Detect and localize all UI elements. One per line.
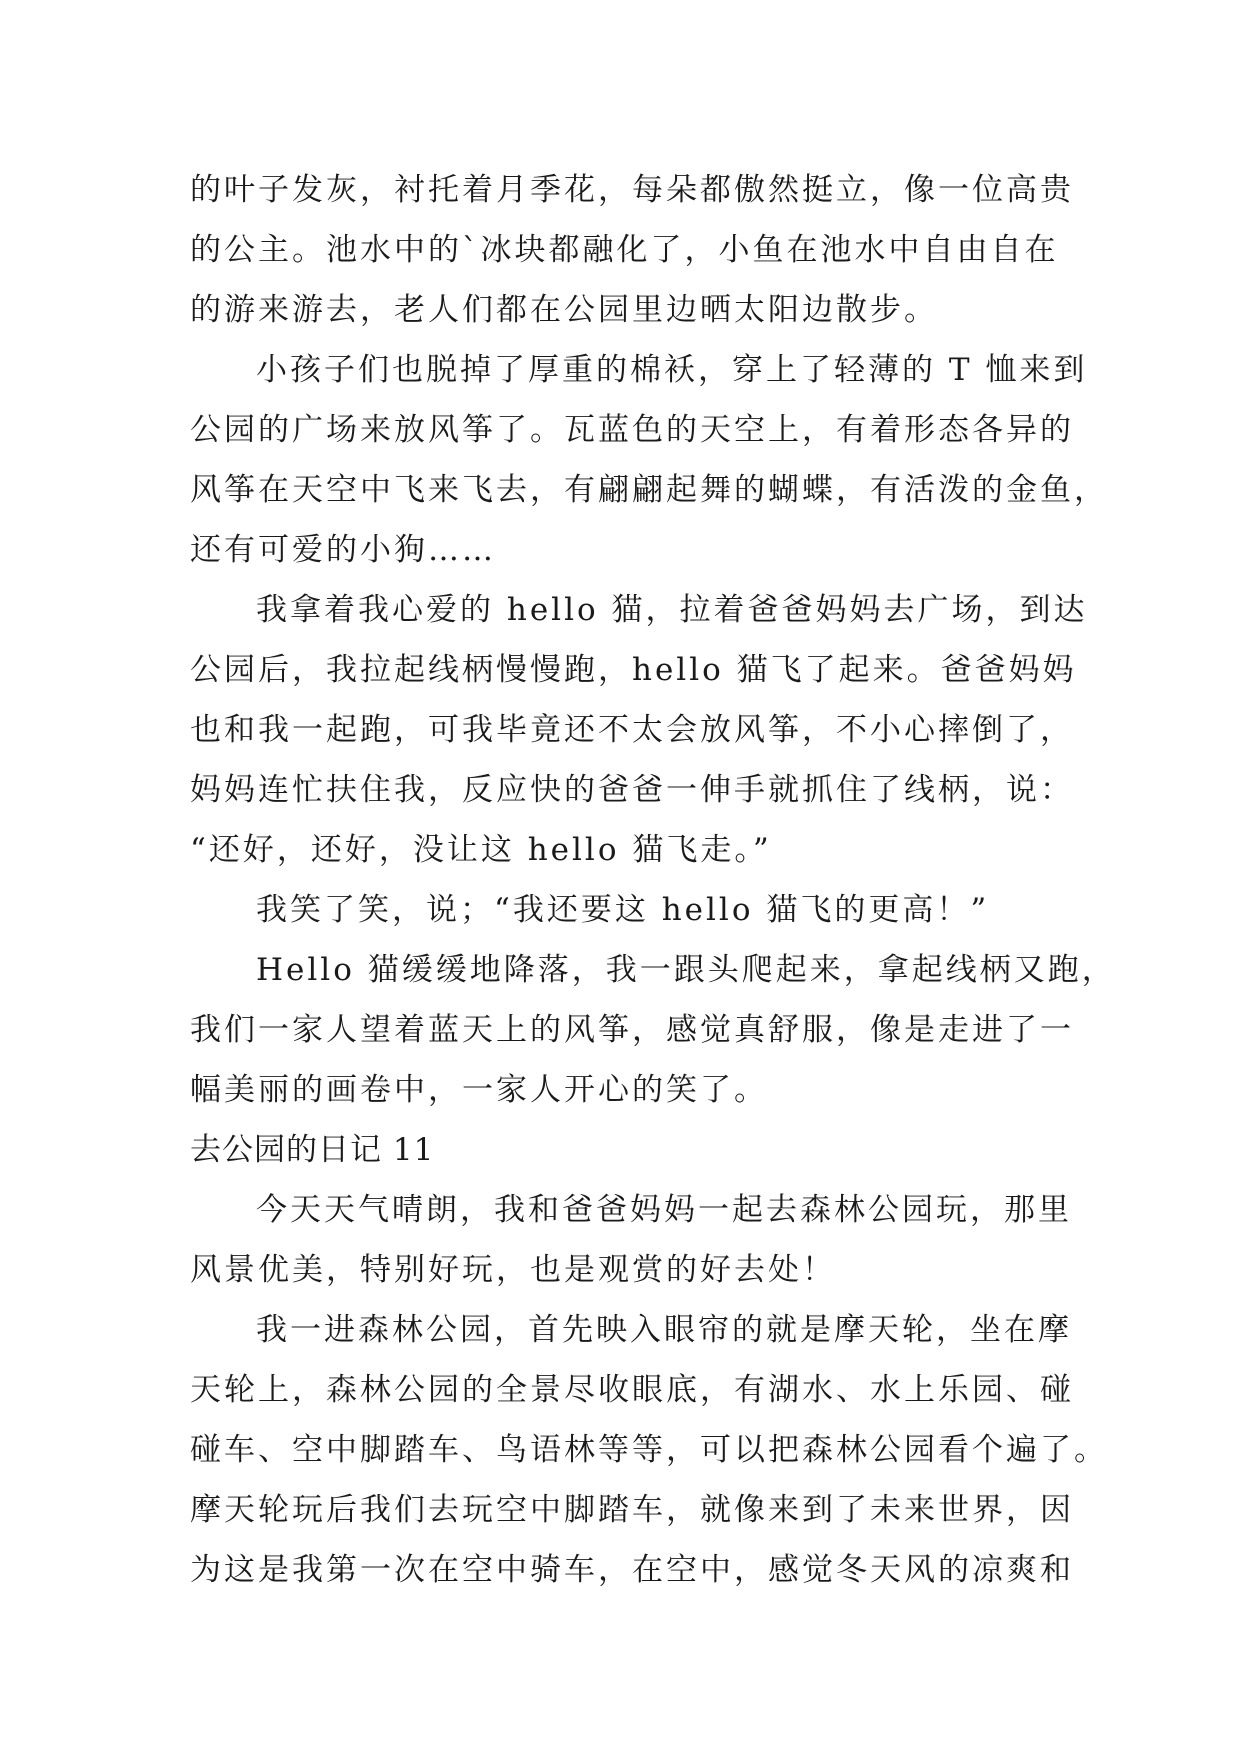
paragraph: [190, 340, 1108, 580]
text-line: 风景优美，特别好玩，也是观赏的好去处！: [190, 1252, 836, 1288]
text-line: 风筝在天空中飞来飞去，有翩翩起舞的蝴蝶，有活泼的金鱼，: [190, 472, 1108, 508]
text-line: 今天天气晴朗，我和爸爸妈妈一起去森林公园玩，那里: [256, 1192, 1072, 1228]
text-line: 的公主。池水中的`冰块都融化了，小鱼在池水中自由自在: [190, 232, 1059, 268]
text-line: 我们一家人望着蓝天上的风筝，感觉真舒服，像是走进了一: [190, 1012, 1074, 1048]
document-body: [190, 160, 1116, 1600]
text-line: 妈妈连忙扶住我，反应快的爸爸一伸手就抓住了线柄，说：: [190, 772, 1074, 808]
text-line: “还好，还好，没让这 hello 猫飞走。”: [190, 832, 772, 868]
text-line: 也和我一起跑，可我毕竟还不太会放风筝，不小心摔倒了，: [190, 712, 1074, 748]
paragraph: [190, 1180, 1072, 1300]
text-line: 为这是我第一次在空中骑车，在空中，感觉冬天风的凉爽和: [190, 1552, 1074, 1588]
paragraph: [190, 160, 1074, 340]
text-line: 摩天轮玩后我们去玩空中脚踏车，就像来到了未来世界，因: [190, 1492, 1074, 1528]
section-title: 去公园的日记 11: [190, 1132, 435, 1168]
text-line: 幅美丽的画卷中，一家人开心的笑了。: [190, 1072, 768, 1108]
text-line: 我笑了笑，说；“我还要这 hello 猫飞的更高！”: [256, 892, 990, 928]
text-line: 的游来游去，老人们都在公园里边晒太阳边散步。: [190, 292, 938, 328]
text-line: 我一进森林公园，首先映入眼帘的就是摩天轮，坐在摩: [256, 1312, 1072, 1348]
text-line: 我拿着我心爱的 hello 猫，拉着爸爸妈妈去广场，到达: [256, 592, 1088, 628]
paragraph: [190, 1300, 1108, 1600]
text-line: 公园后，我拉起线柄慢慢跑，hello 猫飞了起来。爸爸妈妈: [190, 652, 1077, 688]
text-line: 还有可爱的小狗……: [190, 532, 496, 568]
text-line: 小孩子们也脱掉了厚重的棉袄，穿上了轻薄的 T 恤来到: [256, 352, 1088, 388]
paragraph: [190, 580, 1088, 880]
text-line: 公园的广场来放风筝了。瓦蓝色的天空上，有着形态各异的: [190, 412, 1074, 448]
text-line: Hello 猫缓缓地降落，我一跟头爬起来，拿起线柄又跑，: [256, 952, 1116, 988]
text-line: 天轮上，森林公园的全景尽收眼底，有湖水、水上乐园、碰: [190, 1372, 1074, 1408]
text-line: 碰车、空中脚踏车、鸟语林等等，可以把森林公园看个遍了。: [190, 1432, 1108, 1468]
text-line: 的叶子发灰，衬托着月季花，每朵都傲然挺立，像一位高贵: [190, 172, 1074, 208]
paragraph: [190, 880, 1056, 940]
paragraph: [190, 940, 1116, 1120]
